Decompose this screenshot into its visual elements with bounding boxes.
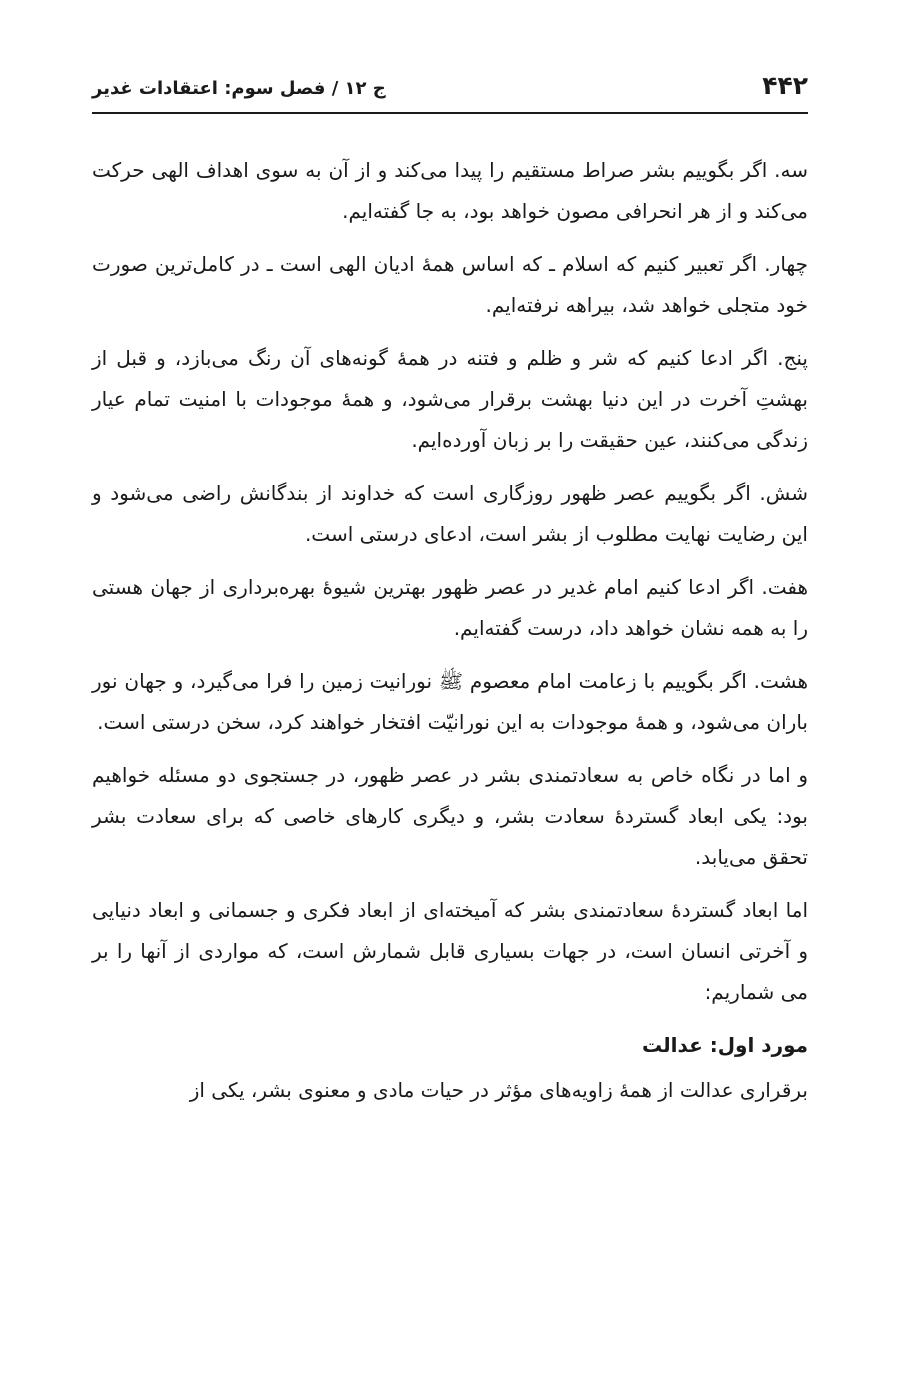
paragraph-six: شش. اگر بگوییم عصر ظهور روزگاری است که خداوند از بندگانش راضی می‌شود و این رضایت نهایت مطلوب از بشر است، ادعای درستی است.	[92, 481, 808, 546]
paragraph-happiness-intro: و اما در نگاه خاص به سعادتمندی بشر در عصر ظهور، در جستجوی دو مسئله خواهیم بود: یکی ابعاد گستردهٔ سعادت بشر، و دیگری کارهای خاصی که برای سعادت بشر تحقق می‌یابد.	[92, 763, 808, 869]
page-number: ۴۴۲	[762, 71, 808, 100]
page-body	[92, 114, 808, 1111]
paragraph-seven: هفت. اگر ادعا کنیم امام غدیر در عصر ظهور بهترین شیوهٔ بهره‌برداری از جهان هستی را به همه نشان خواهد داد، درست گفته‌ایم.	[92, 575, 808, 640]
paragraph-dimensions: اما ابعاد گستردهٔ سعادتمندی بشر که آمیخته‌ای از ابعاد فکری و جسمانی و ابعاد دنیایی و آخرتی انسان است، در جهات بسیاری قابل شمارش است، که مواردی از آنها را بر می شماریم:	[92, 898, 808, 1004]
section-heading: مورد اول: عدالت	[641, 1033, 808, 1057]
chapter-title: ج ۱۲ / فصل سوم: اعتقادات غدیر	[92, 78, 386, 99]
section-first-line: برقراری عدالت از همهٔ زاویه‌های مؤثر در حیات مادی و معنوی بشر، یکی از	[189, 1078, 808, 1102]
book-page	[92, 66, 808, 1123]
paragraph-three: سه. اگر بگوییم بشر صراط مستقیم را پیدا می‌کند و از آن به سوی اهداف الهی حرکت می‌کند و از هر انحرافی مصون خواهد بود، به جا گفته‌ایم.	[92, 158, 808, 223]
paragraph-five: پنج. اگر ادعا کنیم که شر و ظلم و فتنه در همهٔ گونه‌های آن رنگ می‌بازد، و قبل از بهشتِ آخرت در این دنیا بهشت برقرار می‌شود، و همهٔ موجودات با امنیت تمام عیار زندگی می‌کنند، عین حقیقت را بر زبان آورده‌ایم.	[92, 346, 808, 452]
running-header	[92, 66, 808, 114]
paragraph-four: چهار. اگر تعبیر کنیم که اسلام ـ که اساس همهٔ ادیان الهی است ـ در کامل‌ترین صورت خود متجلی خواهد شد، بیراهه نرفته‌ایم.	[92, 252, 808, 317]
paragraph-eight: هشت. اگر بگوییم با زعامت امام معصوم ﷺ نورانیت زمین را فرا می‌گیرد، و جهان نور باران می‌شود، و همهٔ موجودات به این نورانیّت افتخار خواهند کرد، سخن درستی است.	[92, 669, 808, 734]
